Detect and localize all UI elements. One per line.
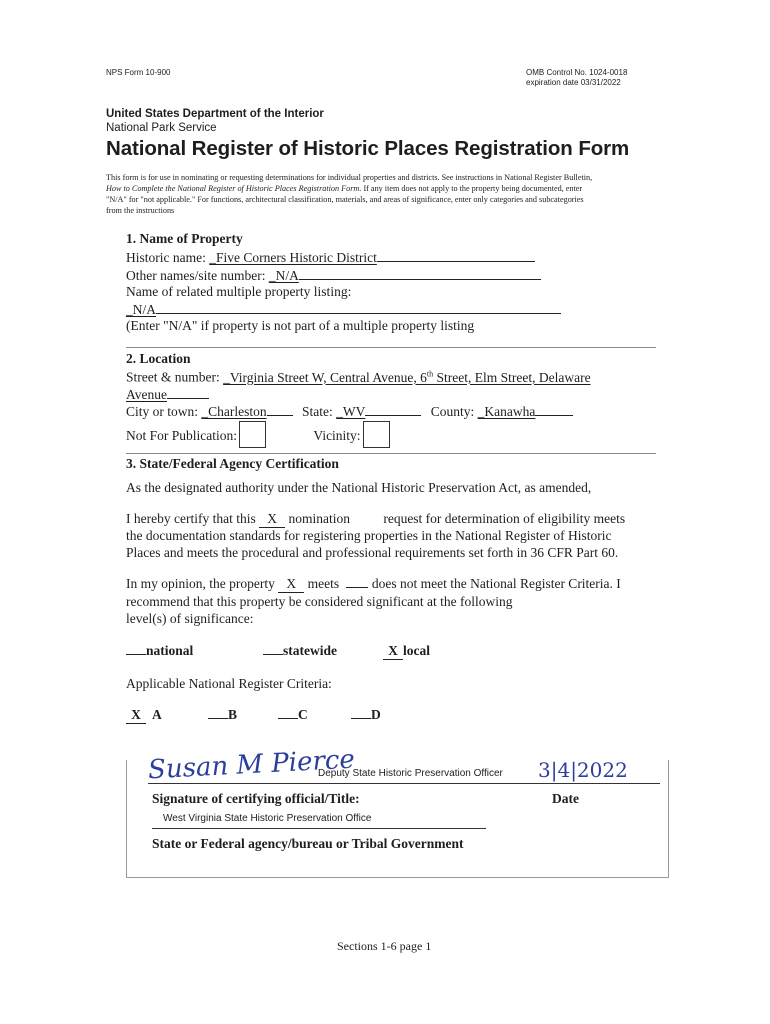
related-listing-row (126, 301, 561, 318)
street-value-part-1: _Virginia Street W, Central Avenue, 6 (223, 369, 427, 385)
section-2-heading: 2. Location (126, 351, 191, 366)
other-names-row (126, 267, 541, 284)
instructions-line-2-rest: If any item does not apply to the property being documented, enter (361, 184, 583, 193)
handwritten-date: 3|4|2022 (538, 758, 628, 782)
multiple-listing-note: (Enter "N/A" if property is not part of a multiple property listing (126, 318, 475, 333)
omb-control-number: OMB Control No. 1024-0018 (526, 68, 628, 77)
opinion-prefix: In my opinion, the property (126, 576, 275, 591)
related-listing-label: Name of related multiple property listing: (126, 284, 352, 299)
fill-line (156, 301, 561, 314)
section-divider (126, 453, 656, 454)
signature-line (148, 783, 660, 784)
city-label: City or town: (126, 404, 199, 419)
not-for-publication-checkbox[interactable] (239, 421, 266, 448)
historic-name-label: Historic name: (126, 250, 206, 265)
criterion-d-blank[interactable] (351, 718, 371, 719)
opinion-suffix: does not meet the National Register Criteria. I (371, 576, 621, 591)
form-instructions (106, 172, 676, 216)
section-divider (126, 347, 656, 348)
does-not-meet-blank[interactable] (346, 587, 368, 588)
street-row-continued (126, 386, 209, 403)
department-name: United States Department of the Interior (106, 108, 324, 120)
criterion-c-label: C (298, 707, 308, 722)
criterion-a (126, 707, 162, 724)
fill-line (535, 403, 573, 416)
vicinity-checkbox[interactable] (363, 421, 390, 448)
fill-line (365, 403, 421, 416)
local-mark[interactable]: X (383, 643, 403, 660)
criterion-d (351, 707, 381, 723)
county-label: County: (430, 404, 475, 419)
handwritten-signature: Susan M Pierce (147, 744, 356, 786)
page-footer: Sections 1-6 page 1 (337, 939, 432, 953)
other-names-label: Other names/site number: (126, 268, 266, 283)
criterion-b (208, 707, 237, 723)
not-for-publication-label: Not For Publication: (126, 428, 237, 443)
related-listing-value[interactable]: _N/A (126, 302, 156, 317)
vicinity-label: Vicinity: (313, 428, 361, 443)
fill-line (267, 403, 293, 416)
street-row (126, 369, 591, 386)
opinion-row (126, 576, 621, 593)
street-label: Street & number: (126, 369, 220, 385)
agency-line (152, 828, 486, 829)
criterion-c (278, 707, 308, 723)
instructions-line-1: This form is for use in nominating or requesting determinations for individual properties and districts. See instructions in National Register Bulletin, (106, 173, 593, 182)
statewide-blank[interactable] (263, 654, 283, 655)
office-name: West Virginia State Historic Preservation Office (163, 813, 372, 824)
county-value[interactable]: _Kanawha (477, 404, 536, 419)
national-blank[interactable] (126, 654, 146, 655)
certify-line-2: the documentation standards for registering properties in the National Register of Historic (126, 528, 612, 543)
street-value-part-3[interactable]: Avenue (126, 387, 167, 402)
city-state-county-row (126, 403, 573, 420)
nomination-option: nomination (288, 511, 350, 526)
state-label: State: (302, 404, 333, 419)
date-label: Date (552, 791, 579, 806)
authority-statement: As the designated authority under the National Historic Preservation Act, as amended, (126, 480, 592, 495)
nomination-mark[interactable]: X (259, 511, 285, 528)
certify-row (126, 511, 625, 528)
form-number: NPS Form 10-900 (106, 68, 171, 77)
other-names-value[interactable]: _N/A (268, 268, 299, 283)
instructions-line-4: from the instructions (106, 206, 175, 215)
criterion-a-mark[interactable]: X (126, 707, 146, 724)
instructions-line-2 (106, 183, 676, 194)
section-1-heading: 1. Name of Property (126, 231, 243, 246)
street-value[interactable] (223, 370, 590, 385)
certify-line-3: Places and meets the procedural and professional requirements set forth in 36 CFR Part 60. (126, 545, 619, 560)
meets-option: meets (307, 576, 340, 591)
level-local (383, 643, 430, 660)
publication-row (126, 421, 390, 448)
historic-name-value[interactable]: _Five Corners Historic District (209, 250, 377, 265)
form-title: National Register of Historic Places Registration Form (106, 137, 630, 160)
bulletin-title: How to Complete the National Register of Historic Places Registration Form. (106, 184, 362, 193)
fill-line (167, 386, 209, 399)
certify-suffix: request for determination of eligibility meets (383, 511, 626, 526)
criterion-a-label: A (152, 707, 162, 722)
level-statewide (263, 643, 337, 659)
service-name: National Park Service (106, 122, 217, 134)
signer-title: Deputy State Historic Preservation Officer (318, 768, 503, 779)
opinion-line-3: level(s) of significance: (126, 611, 254, 626)
signature-label: Signature of certifying official/Title: (152, 791, 360, 806)
criterion-d-label: D (371, 707, 381, 722)
national-label: national (146, 643, 194, 658)
level-national (126, 643, 193, 659)
criterion-b-blank[interactable] (208, 718, 228, 719)
section-3-heading: 3. State/Federal Agency Certification (126, 456, 339, 471)
criteria-label: Applicable National Register Criteria: (126, 676, 332, 691)
meets-mark[interactable]: X (278, 576, 304, 593)
street-value-part-2: Street, Elm Street, Delaware (433, 369, 591, 385)
city-value[interactable]: _Charleston (201, 404, 267, 419)
state-value[interactable]: _WV (336, 404, 366, 419)
certify-prefix: I hereby certify that this (126, 511, 256, 526)
agency-label: State or Federal agency/bureau or Tribal Government (152, 836, 464, 851)
criterion-c-blank[interactable] (278, 718, 298, 719)
fill-line (377, 249, 535, 262)
expiration-date: expiration date 03/31/2022 (526, 78, 621, 87)
street-ordinal: th (426, 369, 434, 378)
historic-name-row (126, 249, 535, 266)
statewide-label: statewide (283, 643, 337, 658)
fill-line (299, 267, 541, 280)
criterion-b-label: B (228, 707, 238, 722)
instructions-line-3: "N/A" for "not applicable." For functions, architectural classification, materials, and areas of significance, enter only categories and subcategories (106, 195, 584, 204)
opinion-line-2: recommend that this property be considered significant at the following (126, 594, 513, 609)
local-label: local (403, 643, 430, 658)
